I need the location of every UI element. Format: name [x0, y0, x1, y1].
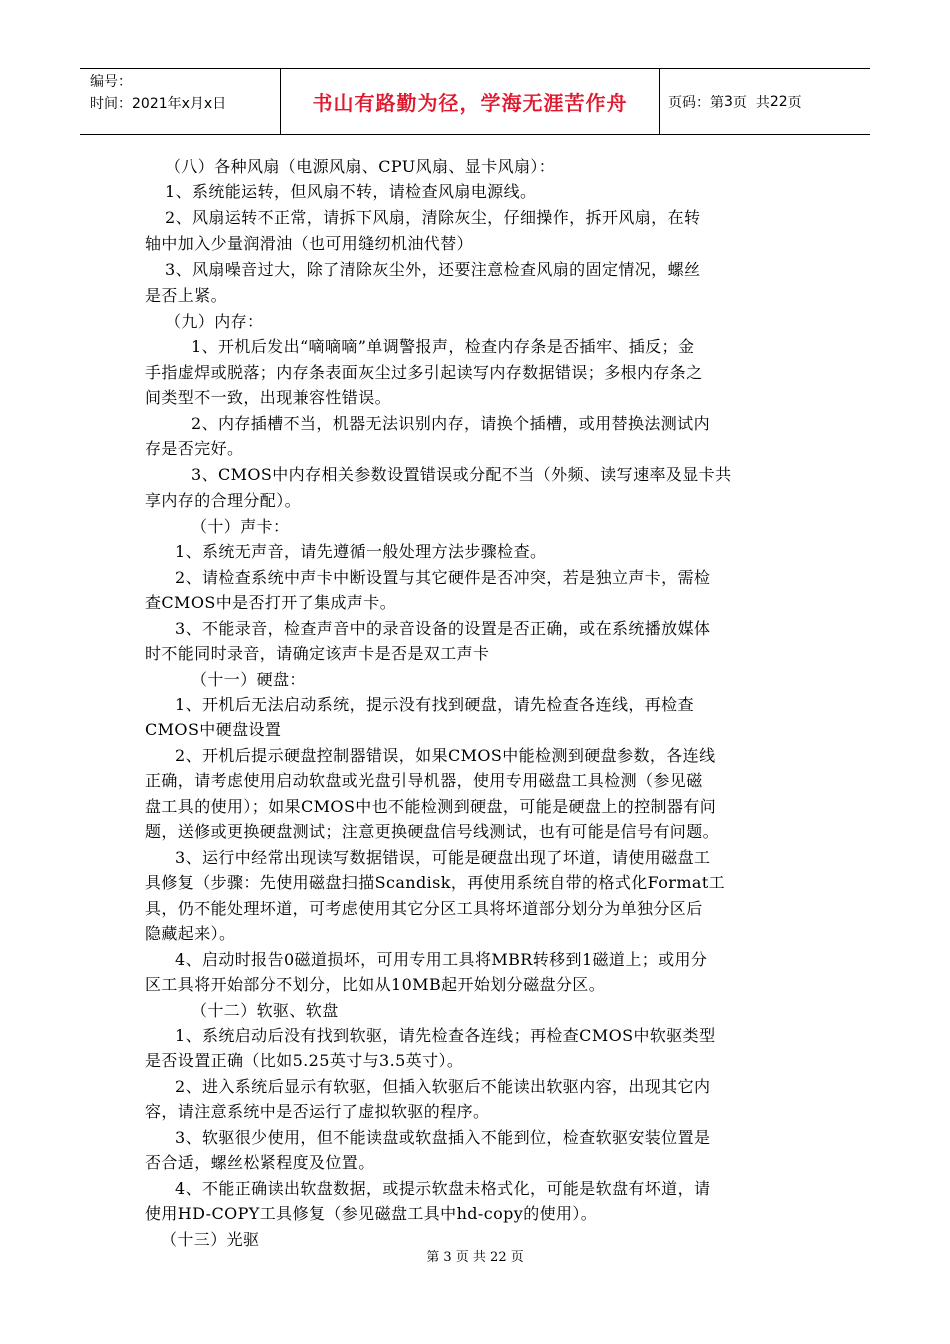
body-line: 2、开机后提示硬盘控制器错误，如果CMOS中能检测到硬盘参数，各连线: [175, 746, 716, 765]
section-heading: （十一）硬盘：: [191, 670, 306, 689]
body-line: 查CMOS中是否打开了集成声卡。: [145, 593, 397, 612]
page-footer: 第 3 页 共 22 页: [426, 1250, 524, 1265]
body-line: 间类型不一致，出现兼容性错误。: [145, 388, 392, 407]
body-line: 使用HD-COPY工具修复（参见磁盘工具中hd-copy的使用）。: [145, 1204, 598, 1223]
body-line: 盘工具的使用）；如果CMOS中也不能检测到硬盘，可能是硬盘上的控制器有问: [145, 797, 717, 816]
body-line: CMOS中硬盘设置: [145, 720, 282, 739]
page-header: [80, 68, 870, 135]
body-line: 1、开机后发出“嘀嘀嘀”单调警报声，检查内存条是否插牢、插反；金: [191, 337, 695, 356]
section-heading: （九）内存：: [165, 312, 264, 331]
body-line: 2、进入系统后显示有软驱，但插入软驱后不能读出软驱内容，出现其它内: [175, 1077, 711, 1096]
body-line: 题，送修或更换硬盘测试；注意更换硬盘信号线测试，也有可能是信号有问题。: [145, 822, 720, 841]
body-line: 手指虚焊或脱落；内存条表面灰尘过多引起读写内存数据错误；多根内存条之: [145, 363, 703, 382]
body-line: 3、运行中经常出现读写数据错误，可能是硬盘出现了坏道，请使用磁盘工: [175, 848, 711, 867]
body-line: 2、请检查系统中声卡中断设置与其它硬件是否冲突，若是独立声卡，需检: [175, 568, 711, 587]
body-line: 容，请注意系统中是否运行了虚拟软驱的程序。: [145, 1102, 490, 1121]
section-heading: （十二）软驱、软盘: [191, 1001, 339, 1020]
body-line: 3、风扇噪音过大，除了清除灰尘外，还要注意检查风扇的固定情况，螺丝: [165, 260, 701, 279]
body-line: 3、CMOS中内存相关参数设置错误或分配不当（外频、读写速率及显卡共: [191, 465, 732, 484]
body-line: 2、内存插槽不当，机器无法识别内存，请换个插槽，或用替换法测试内: [191, 414, 710, 433]
document-time-label: 时间：2021年x月x日: [90, 96, 227, 112]
section-heading: （十三）光驱: [161, 1230, 260, 1249]
document-number-label: 编号：: [90, 74, 132, 90]
body-line: 具，仍不能处理坏道，可考虑使用其它分区工具将坏道部分划分为单独分区后: [145, 899, 703, 918]
body-line: 3、软驱很少使用，但不能读盘或软盘插入不能到位，检查软驱安装位置是: [175, 1128, 711, 1147]
body-line: 1、开机后无法启动系统，提示没有找到硬盘，请先检查各连线，再检查: [175, 695, 694, 714]
body-line: 具修复（步骤：先使用磁盘扫描Scandisk，再使用系统自带的格式化Format工: [145, 873, 726, 892]
body-line: 3、不能录音，检查声音中的录音设备的设置是否正确，或在系统播放媒体: [175, 619, 711, 638]
page-mid: 页 共: [732, 94, 770, 111]
body-line: 享内存的合理分配）。: [145, 491, 302, 510]
body-line: 1、系统能运转，但风扇不转，请检查风扇电源线。: [165, 182, 537, 201]
header-motto: 书山有路勤为径，学海无涯苦作舟: [280, 69, 660, 134]
body-line: 4、启动时报告0磁道损坏，可用专用工具将MBR转移到1磁道上；或用分: [175, 950, 708, 969]
page-suffix: 页: [787, 94, 802, 111]
body-line: 否合适，螺丝松紧程度及位置。: [145, 1153, 375, 1172]
section-heading: （十）声卡：: [191, 517, 290, 536]
body-line: 时不能同时录音，请确定该声卡是否是双工声卡: [145, 644, 490, 663]
section-heading: （八）各种风扇（电源风扇、CPU风扇、显卡风扇）：: [165, 157, 556, 176]
body-line: 2、风扇运转不正常，请拆下风扇，清除灰尘，仔细操作，拆开风扇，在转: [165, 208, 701, 227]
body-line: 是否上紧。: [145, 286, 228, 305]
header-info: [80, 69, 280, 134]
body-line: 是否设置正确（比如5.25英寸与3.5英寸）。: [145, 1051, 464, 1070]
body-line: 正确，请考虑使用启动软盘或光盘引导机器，使用专用磁盘工具检测（参见磁: [145, 771, 703, 790]
body-line: 轴中加入少量润滑油（也可用缝纫机油代替）: [145, 234, 474, 253]
header-page-number: [660, 69, 870, 134]
body-line: 区工具将开始部分不划分，比如从10MB起开始划分磁盘分区。: [145, 975, 606, 994]
body-line: 1、系统无声音，请先遵循一般处理方法步骤检查。: [175, 542, 547, 561]
page-total: 22: [769, 93, 788, 110]
body-line: 隐藏起来）。: [145, 924, 236, 943]
body-line: 存是否完好。: [145, 439, 244, 458]
body-line: 4、不能正确读出软盘数据，或提示软盘未格式化，可能是软盘有坏道，请: [175, 1179, 711, 1198]
page-current: 3: [724, 93, 733, 110]
body-line: 1、系统启动后没有找到软驱，请先检查各连线；再检查CMOS中软驱类型: [175, 1026, 716, 1045]
page-prefix: 页码：第: [668, 94, 724, 111]
